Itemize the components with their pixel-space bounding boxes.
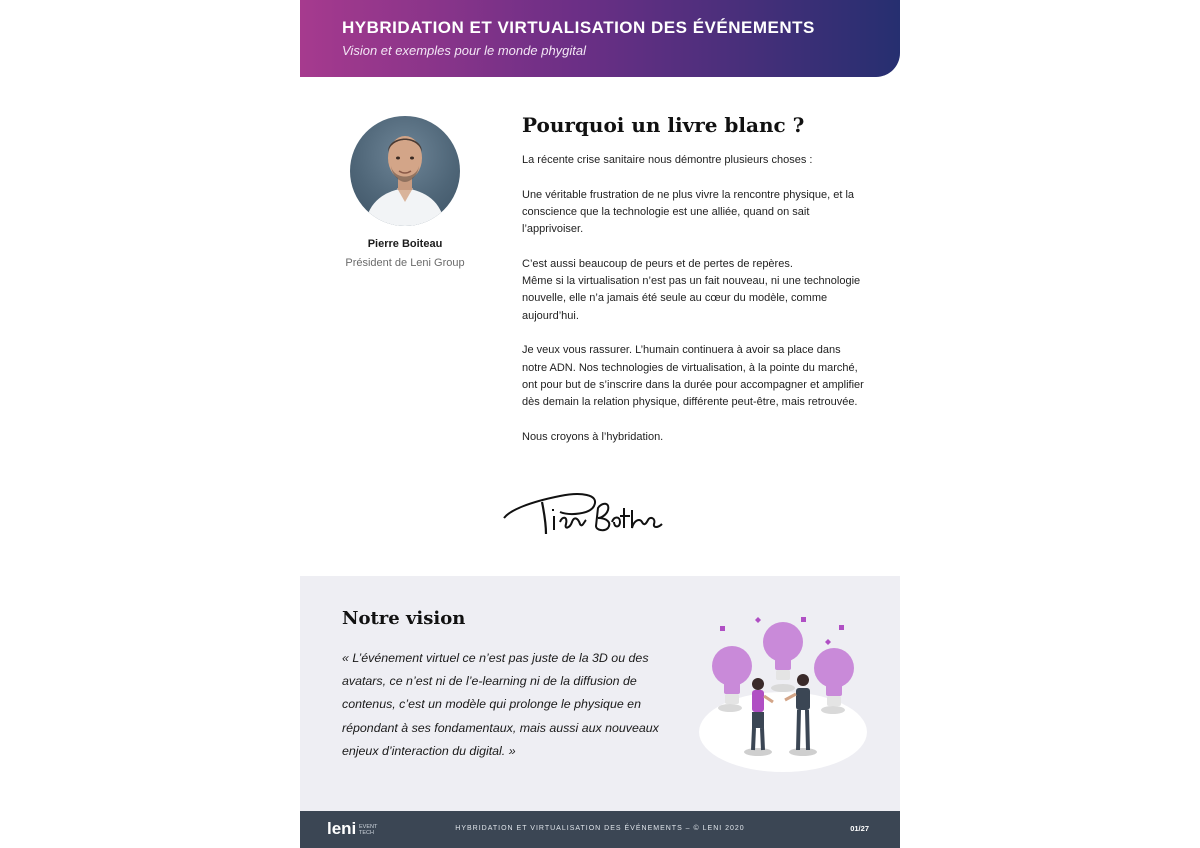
- author-photo: [350, 116, 460, 226]
- document-page: [300, 0, 900, 848]
- intro-line: C’est aussi beaucoup de peurs et de pertes de repères.: [522, 257, 793, 270]
- vision-section: [300, 576, 900, 811]
- intro-paragraph: La récente crise sanitaire nous démontre plusieurs choses :: [522, 154, 813, 166]
- logo-tagline-line: TECH: [359, 830, 374, 836]
- header-subtitle: Vision et exemples pour le monde phygital: [342, 43, 587, 58]
- intro-line: Même si la virtualisation n’est pas un fait nouveau, ni une technologie nouvelle, elle n’a jamais été seule au cœur du modèle, comme aujourd’hui.: [522, 275, 861, 322]
- intro-paragraph: [522, 256, 867, 325]
- vision-title: Notre vision: [342, 608, 466, 629]
- page-header: [300, 0, 900, 77]
- page-footer: [300, 811, 900, 848]
- intro-paragraph: Nous croyons à l’hybridation.: [522, 430, 664, 443]
- intro-body: [522, 152, 867, 463]
- header-title: HYBRIDATION ET VIRTUALISATION DES ÉVÉNEMENTS: [342, 18, 815, 37]
- intro-paragraph: Je veux vous rassurer. L’humain continuera à avoir sa place dans notre ADN. Nos technologies de virtualisation, à la pointe du marché, ont pour but de s’inscrire dans la durée pour accompagner et amplifier dès demain la relation physique, différente peut-être, mais retrouvée.: [522, 344, 864, 409]
- page-number: 01/27: [850, 824, 869, 833]
- vision-quote: « L’événement virtuel ce n’est pas juste de la 3D ou des avatars, ce n’est ni de l’e-learning ni de la diffusion de contenus, c’est un modèle qui prolonge le physique en répondant à ses fondamentaux, mais aussi aux nouveaux enjeux d’interaction du digital. »: [342, 651, 659, 758]
- logo-tagline-line: EVENT: [359, 824, 378, 830]
- intro-paragraph: Une véritable frustration de ne plus vivre la rencontre physique, et la conscience que la technologie est une alliée, quand on sait l’apprivoiser.: [522, 188, 855, 236]
- lightbulbs-illustration: [695, 612, 875, 772]
- author-role: Président de Leni Group: [345, 257, 465, 269]
- footer-text: HYBRIDATION ET VIRTUALISATION DES ÉVÉNEMENTS – © LENI 2020: [455, 825, 745, 832]
- handwritten-signature: [500, 488, 670, 538]
- intro-title: Pourquoi un livre blanc ?: [522, 113, 805, 137]
- leni-logo: leni: [327, 819, 357, 838]
- author-name: Pierre Boiteau: [367, 238, 443, 250]
